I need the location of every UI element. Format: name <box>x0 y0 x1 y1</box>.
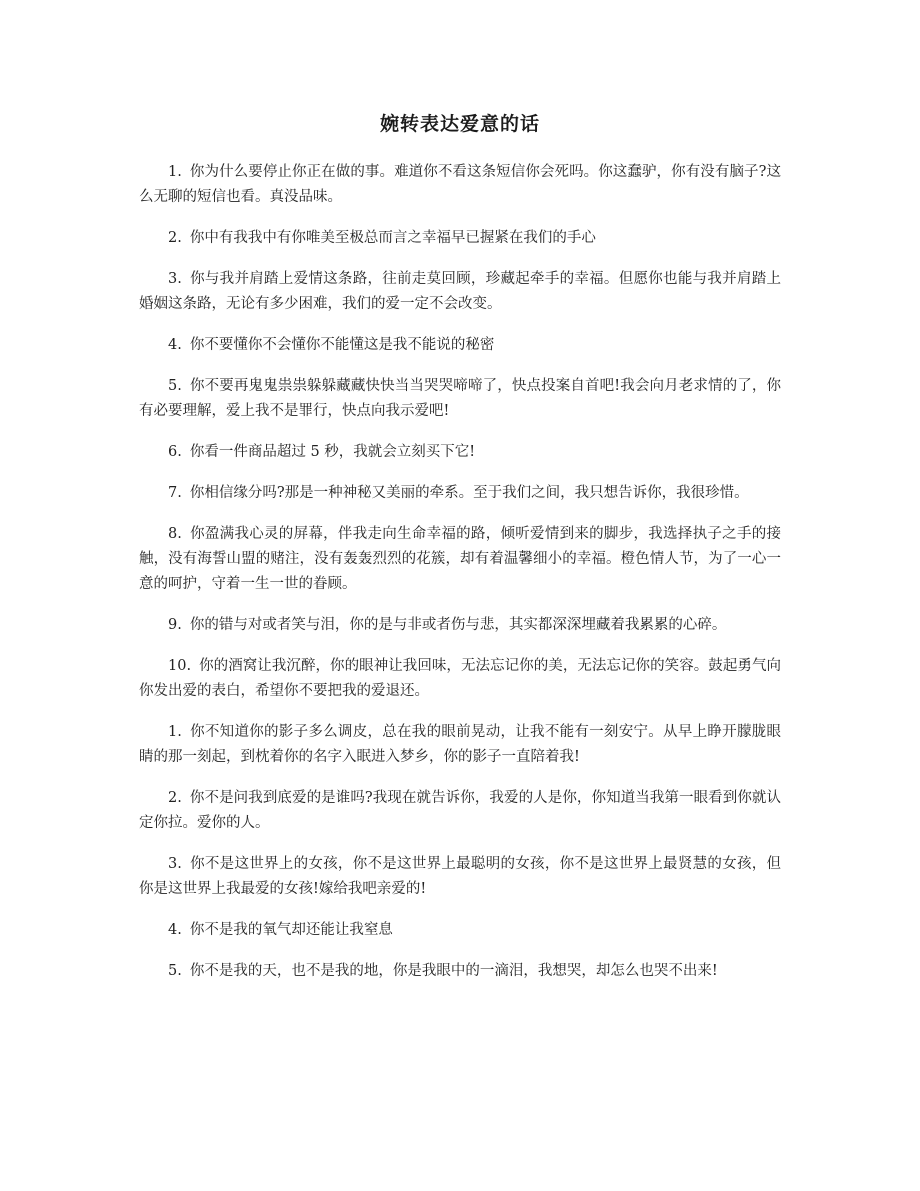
paragraph <box>139 522 781 597</box>
paragraph-text: 你与我并肩踏上爱情这条路，往前走莫回顾，珍藏起牵手的幸福。但愿你也能与我并肩踏上婚姻这条路，无论有多少困难，我们的爱一定不会改变。 <box>139 271 781 312</box>
item-number: 7. <box>168 485 182 501</box>
item-number: 2. <box>168 790 182 806</box>
item-number: 5. <box>168 378 182 394</box>
paragraph <box>139 226 781 251</box>
paragraph-text: 你盈满我心灵的屏幕，伴我走向生命幸福的路，倾听爱情到来的脚步，我选择执子之手的接触，没有海誓山盟的赌注，没有轰轰烈烈的花簇，却有着温馨细小的幸福。橙色情人节，为了一心一意的呵护，守着一生一世的眷顾。 <box>139 526 781 592</box>
item-number: 5. <box>168 963 182 979</box>
paragraph <box>139 333 781 358</box>
paragraph-text: 你不是我的氧气却还能让我窒息 <box>189 922 393 938</box>
item-number: 4. <box>168 922 182 938</box>
paragraph-text: 你中有我我中有你唯美至极总而言之幸福早已握紧在我们的手心 <box>189 230 596 246</box>
paragraph-text: 你不要再鬼鬼祟祟躲躲藏藏快快当当哭哭啼啼了，快点投案自首吧!我会向月老求情的了，你有必要理解，爱上我不是罪行，快点向我示爱吧! <box>139 378 781 419</box>
item-number: 3. <box>168 271 182 287</box>
paragraph <box>139 481 781 506</box>
paragraph-text: 你不是这世界上的女孩，你不是这世界上最聪明的女孩，你不是这世界上最贤慧的女孩，但你是这世界上我最爱的女孩!嫁给我吧亲爱的! <box>139 856 781 897</box>
item-number: 9. <box>168 617 182 633</box>
item-number: 1. <box>168 724 182 740</box>
item-number: 1. <box>168 164 182 180</box>
paragraph-text: 你不要懂你不会懂你不能懂这是我不能说的秘密 <box>189 337 495 353</box>
paragraph <box>139 918 781 943</box>
paragraph <box>139 959 781 984</box>
paragraph <box>139 786 781 836</box>
paragraph <box>139 160 781 210</box>
item-number: 6. <box>168 444 182 460</box>
item-number: 10. <box>168 658 192 674</box>
paragraph-text: 你看一件商品超过 5 秒，我就会立刻买下它! <box>189 444 476 460</box>
item-number: 2. <box>168 230 182 246</box>
paragraph-text: 你不是问我到底爱的是谁吗?我现在就告诉你，我爱的人是你，你知道当我第一眼看到你就认定你拉。爱你的人。 <box>139 790 781 831</box>
paragraph-text: 你不是我的天，也不是我的地，你是我眼中的一滴泪，我想哭，却怎么也哭不出来! <box>189 963 718 979</box>
paragraph <box>139 720 781 770</box>
paragraph-text: 你为什么要停止你正在做的事。难道你不看这条短信你会死吗。你这蠢驴，你有没有脑子?这么无聊的短信也看。真没品味。 <box>139 164 781 205</box>
paragraph <box>139 852 781 902</box>
document-title: 婉转表达爱意的话 <box>379 113 540 135</box>
paragraph-text: 你不知道你的影子多么调皮，总在我的眼前晃动，让我不能有一刻安宁。从早上睁开朦胧眼睛的那一刻起，到枕着你的名字入眠进入梦乡，你的影子一直陪着我! <box>139 724 781 765</box>
paragraph <box>139 613 781 638</box>
paragraph <box>139 374 781 424</box>
paragraph-text: 你的错与对或者笑与泪，你的是与非或者伤与悲，其实都深深埋藏着我累累的心碎。 <box>189 617 727 633</box>
paragraph <box>139 440 781 465</box>
paragraph <box>139 654 781 704</box>
paragraph-text: 你的酒窝让我沉醉，你的眼神让我回味，无法忘记你的美，无法忘记你的笑容。鼓起勇气向你发出爱的表白，希望你不要把我的爱退还。 <box>139 658 781 699</box>
paragraph-text: 你相信缘分吗?那是一种神秘又美丽的牵系。至于我们之间，我只想告诉你，我很珍惜。 <box>189 485 749 501</box>
item-number: 3. <box>168 856 182 872</box>
item-number: 8. <box>168 526 182 542</box>
paragraph <box>139 267 781 317</box>
item-number: 4. <box>168 337 182 353</box>
